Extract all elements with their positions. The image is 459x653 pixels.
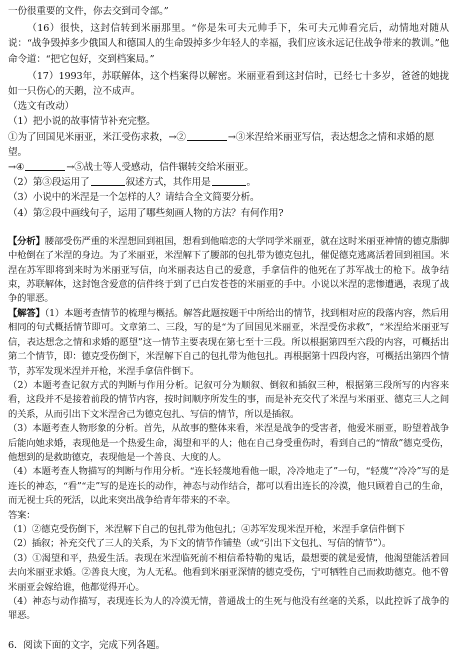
source-note: （选文有改动）	[8, 101, 75, 113]
question-text: 叙述方式，其作用是	[125, 177, 211, 189]
solution-part-1	[8, 307, 449, 379]
answer-blank[interactable]	[212, 175, 246, 186]
plot-step-text: →④	[8, 162, 25, 174]
question-text: 。	[246, 177, 256, 189]
plot-step-text: →⑤战士等人受感动，信件辗转交给米丽亚。	[66, 162, 254, 174]
question-3: （3）小说中的米涅是一个怎样的人？请结合全文简要分析。	[8, 192, 260, 204]
story-paragraph-0: 一份很重要的文件，你去交到司令部。”	[8, 6, 169, 17]
answer-blank[interactable]	[25, 160, 65, 171]
solution-part-3: （3）本题考查人物形象的分析。首先，从故事的整体来看，米涅是战争的受害者，他爱米丽亚，盼望着战争后能向她求婚，表现他是一个热爱生命，渴望和平的人；他在自己身受重伤时，看到自己的“情敌”德克受伤，他想到的是救助德克，表现他是一个善良、大度的人。	[8, 423, 449, 463]
question-1: （1）把小说的故事情节补充完整。	[8, 116, 156, 128]
next-section-heading: 6．阅读下面的文字，完成下列各题。	[8, 639, 166, 651]
question-4: （4）第②段中画线句子，运用了哪些刻画人物的方法？有何作用?	[8, 207, 284, 219]
answer-label: 答案：	[8, 509, 36, 521]
question-1-plot-line-2	[8, 160, 449, 175]
analysis-section	[8, 235, 449, 307]
question-2	[8, 175, 449, 190]
story-paragraph-17: （17）1993年，苏联解体，这个档案得以解密。米丽亚看到这封信时，已经七十多岁，爸爸的她拢如一只伤心的天鹅，泣不成声。	[8, 70, 449, 98]
answer-blank[interactable]	[187, 130, 227, 141]
plot-step-text: ①为了回国见米丽亚，米江受伤求救，→②	[8, 131, 186, 143]
answer-blank[interactable]	[91, 175, 125, 186]
solution-text: （1）本题考查情节的梳理与概括。解答此题按题干中所给出的情节，找到相对应的段落内容，然后用相同的句式概括情节即可。文章第二、三段，写的是“为了回国见米丽亚，米涅受伤求救”，“米涅给米丽亚写信，表达想念之情和求婚的愿望”这一情节主要表现在第七至十三段。所以根据第四至六段的内容，可概括出第二个情节，即：德克受伤倒下，米涅解下自己的包扎带为他包扎。再根据第十四段内容，可概括出第四个情节，苏军发现米涅并开枪，米涅手拿信件倒下。	[8, 307, 449, 377]
plot-step-text: →③米涅给米丽亚写信，表达想念之情和求婚的愿望。	[8, 131, 435, 158]
answer-1: （1）②德克受伤倒下，米涅解下自己的包扎带为他包扎；④苏军发现米涅开枪，米涅手拿信件倒下	[8, 523, 405, 535]
answer-2: （2）插叙；补充交代了三人的关系，为下文的情节作铺垫（或“引出下文包扎、写信的情节”）。	[8, 538, 392, 550]
analysis-text: 腰部受伤严重的米涅想回到祖国，想看到他暗恋的大学同学米丽亚，就在这时米丽亚神情的德克脂脚中枪倒在了米涅的身边。为了米丽亚，米涅解下了腰部的包扎带为德克包扎，催促德克逃离活着回到祖国。米涅在苏军即将到来时为米丽亚写信，向米丽表达自己的爱意，手拿信件的他死在了苏军战士的枪下。战争结束，苏联解体，这封饱含爱意的信件终于到了已白发苍苍的米丽亚的手中。小说以米涅的悲惨遭遇，表现了战争的罪恶。	[8, 235, 450, 305]
answer-4: （4）神态与动作描写，表现连长为人的冷漠无情，普通战士的生死与他没有丝毫的关系，以此控诉了战争的罪恶。	[8, 596, 449, 622]
solution-part-4: （4）本题考查人物描写的判断与作用分析。“连长轻蔑地看他一眼，冷冷地走了”一句，“轻蔑”“冷冷”写的是连长的神态，“看”“走”写的是连长的动作，神态与动作结合，都可以看出连长的冷漠，他只顾着自己的生命，而无视士兵的死活，以此来突出战争给青年带来的不幸。	[8, 466, 449, 507]
question-text: （2）第③段运用了	[8, 177, 90, 189]
solution-label: 【解答】	[8, 307, 45, 319]
solution-part-2: （2）本题考查记叙方式的判断与作用分析。记叙可分为顺叙、倒叙和插叙三种，根据第三段所写的内容来看，这段并不是接着前段的情节内容，按时间顺序所发生的事，而是补充交代了米涅与米丽亚、德克三人之间的关系，从而引出下文米涅舍己为德克包扎、写信的情节，所以是插叙。	[8, 379, 449, 420]
story-paragraph-16: （16）很快，这封信转到米丽那里。“你是朱可夫元帅手下，朱可夫元帅看完后，动情地对随从说：“战争毁掉多少俄国人和德国人的生命毁掉多少年轻人的幸福，我们应该永远记住战争带来的教训。”他命令道：“把它包好，交到档案局。”	[8, 23, 449, 65]
question-1-plot-line-1	[8, 130, 449, 160]
answer-3: （3）①渴望和平，热爱生活。表现在米涅临死前不相信希特勒的鬼话，最想要的就是爱情，他渴望能活着回去向米丽亚求婚。②善良大度，为人无私。他看到米丽亚深情的德克受伤，宁可牺牲自己而救助德克。他不曾米丽亚会嫁给谁，他都觉得开心。	[8, 552, 449, 593]
analysis-label: 【分析】	[8, 235, 45, 247]
